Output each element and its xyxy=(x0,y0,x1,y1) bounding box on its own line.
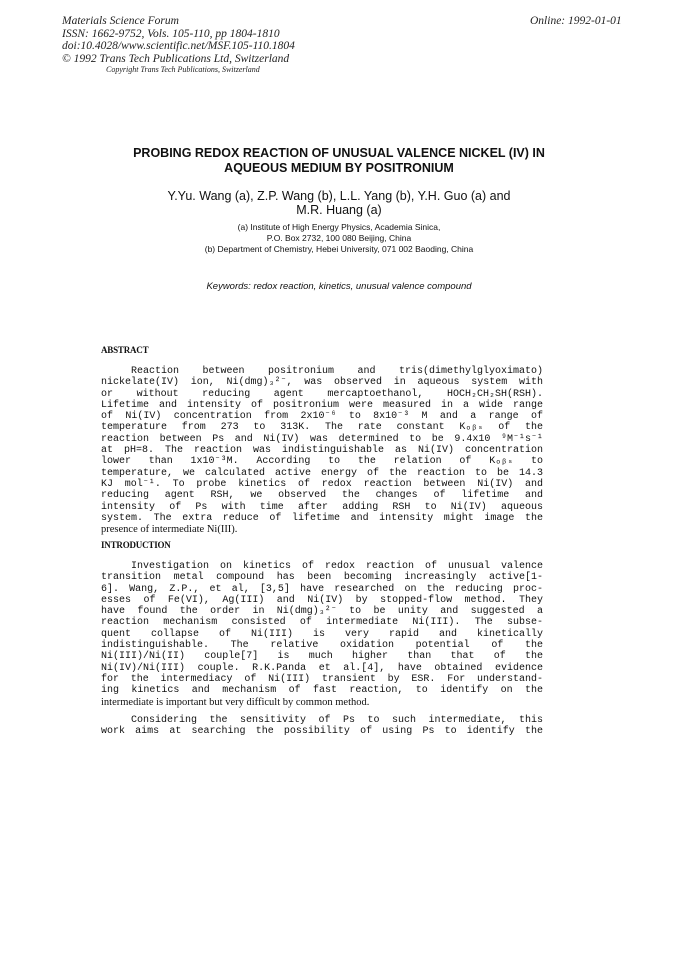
authors-line-2: M.R. Huang (a) xyxy=(296,203,382,217)
intro-line: 6]. Wang, Z.P., et al, [3,5] have researched on the reducing proc- xyxy=(101,583,543,595)
abstract-line: temperature from 273 to 313K. The rate constant Kₒᵦₛ of the xyxy=(101,422,543,434)
intro-line: for the intermediacy of Ni(III) transient by ESR. For understand- xyxy=(101,673,543,685)
intro-line: ing kinetics and mechanism of fast reaction, to identify on the xyxy=(101,685,543,697)
keywords: Keywords: redox reaction, kinetics, unusual valence compound xyxy=(206,281,472,292)
affiliation-line-3: (b) Department of Chemistry, Hebei University, 071 002 Baoding, China xyxy=(204,244,474,254)
title-line-1: PROBING REDOX REACTION OF UNUSUAL VALENCE NICKEL (IV) IN xyxy=(133,146,545,160)
intro-line: indistinguishable. The relative oxidation potential of the xyxy=(101,640,543,652)
abstract-line: reducing agent RSH, we observed the changes of lifetime and xyxy=(101,490,543,502)
intro-line: esses of Fe(VI), Ag(III) and Ni(IV) by stopped-flow method. They xyxy=(101,594,543,606)
intro-line: Considering the sensitivity of Ps to such intermediate, this xyxy=(131,715,543,726)
copyright-line: © 1992 Trans Tech Publications Ltd, Switzerland xyxy=(62,52,290,65)
intro-line: reaction mechanism consisted of intermediate Ni(III). The subse- xyxy=(101,617,543,629)
issn-line: ISSN: 1662-9752, Vols. 105-110, pp 1804-1810 xyxy=(62,27,280,40)
intro-line: Investigation on kinetics of redox reaction of unusual valence xyxy=(131,561,543,572)
introduction-paragraph-2 xyxy=(101,715,543,738)
abstract-line: lower than 1x10⁻³M. According to the relation of Kₒᵦₛ to xyxy=(101,456,543,468)
copyright-small: Copyright Trans Tech Publications, Switzerland xyxy=(106,65,260,74)
author-list xyxy=(95,189,583,217)
abstract-line: system. The extra reduce of lifetime and intensity might image the xyxy=(101,512,543,524)
intro-line: transition metal compound has been becoming increasingly active[1- xyxy=(101,572,543,584)
abstract-line: or without reducing agent mercaptoethanol, HOCH₂CH₂SH(RSH). xyxy=(101,388,543,400)
abstract-line: reaction between Ps and Ni(IV) was determined to be 9.4x10 ⁹M⁻¹s⁻¹ xyxy=(101,433,543,445)
abstract-line: of Ni(IV) concentration from 2x10⁻⁶ to 8x10⁻³ M and a range of xyxy=(101,411,543,423)
intro-line: quent collapse of Ni(III) is very rapid and kinetically xyxy=(101,628,543,640)
abstract-line: presence of intermediate Ni(III). xyxy=(101,524,238,536)
abstract-line: Lifetime and intensity of positronium were measured in a wide range xyxy=(101,399,543,411)
abstract-line: intensity of Ps with time after adding RSH to Ni(IV) aqueous xyxy=(101,501,543,513)
journal-name: Materials Science Forum xyxy=(62,15,179,27)
intro-line: work aims at searching the possibility of using Ps to identify the xyxy=(101,726,543,738)
citation-header xyxy=(62,15,295,75)
online-date: Online: 1992-01-01 xyxy=(530,15,622,27)
title-line-2: AQUEOUS MEDIUM BY POSITRONIUM xyxy=(224,161,454,175)
introduction-heading: INTRODUCTION xyxy=(101,540,171,550)
authors-line-1: Y.Yu. Wang (a), Z.P. Wang (b), L.L. Yang (b), Y.H. Guo (a) and xyxy=(167,189,511,203)
introduction-body xyxy=(101,561,543,708)
paper-title xyxy=(95,146,583,176)
abstract-line: at pH=8. The reaction was indistinguishable as Ni(IV) concentration xyxy=(101,445,543,457)
abstract-body xyxy=(101,366,543,535)
affiliation-line-2: P.O. Box 2732, 100 080 Beijing, China xyxy=(266,233,412,243)
affiliation-line-1: (a) Institute of High Energy Physics, Academia Sinica, xyxy=(237,222,441,232)
affiliations xyxy=(95,222,583,255)
intro-line: Ni(IV)/Ni(III) couple. R.K.Panda et al.[4], have obtained evidence xyxy=(101,662,543,674)
intro-line: Ni(III)/Ni(II) couple[7] is much higher than that of the xyxy=(101,651,543,663)
intro-line: have found the order in Ni(dmg)₃²⁻ to be unity and suggested a xyxy=(101,606,543,618)
abstract-line: Reaction between positronium and tris(dimethylglyoximato) xyxy=(131,366,543,377)
abstract-line: temperature, we calculated active energy of the reaction to be 14.3 xyxy=(101,467,543,479)
abstract-line: KJ mol⁻¹. To probe kinetics of redox reaction between Ni(IV) and xyxy=(101,478,543,490)
abstract-heading: ABSTRACT xyxy=(101,345,149,355)
doi-line: doi:10.4028/www.scientific.net/MSF.105-110.1804 xyxy=(62,40,295,52)
intro-line: intermediate is important but very difficult by common method. xyxy=(101,696,370,708)
abstract-line: nickelate(IV) ion, Ni(dmg)₃²⁻, was observed in aqueous system with xyxy=(101,377,543,389)
